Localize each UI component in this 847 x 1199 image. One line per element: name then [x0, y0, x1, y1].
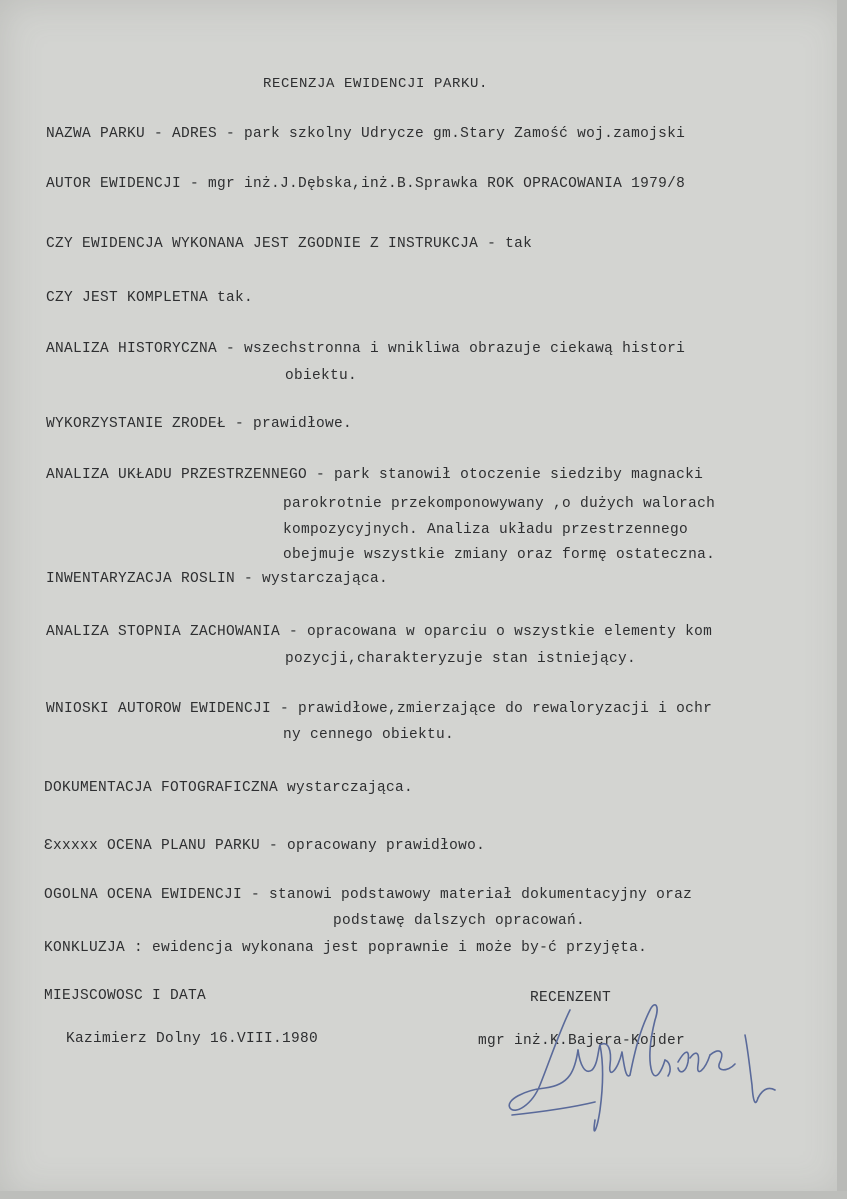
line-wnioski-autorow: WNIOSKI AUTOROW EWIDENCJI - prawidłowe,zmierzające do rewaloryzacji i ochr [46, 701, 713, 717]
line-analiza-ukladu-cont-1: parokrotnie przekomponowywany ,o dużych walorach [283, 496, 716, 512]
miejscowosc-label: MIEJSCOWOSC I DATA [44, 988, 207, 1004]
handwritten-signature [500, 990, 790, 1150]
page-edge-right [837, 0, 847, 1199]
line-autor-ewidencji: AUTOR EWIDENCJI - mgr inż.J.Dębska,inż.B.Sprawka ROK OPRACOWANIA 1979/8 [46, 176, 686, 192]
place-and-date: Kazimierz Dolny 16.VIII.1980 [66, 1031, 319, 1047]
line-kompletna: CZY JEST KOMPLETNA tak. [46, 290, 254, 306]
line-analiza-stopnia-zachowania: ANALIZA STOPNIA ZACHOWANIA - opracowana w oparciu o wszystkie elementy kom [46, 624, 713, 640]
recenzent-label: RECENZENT [530, 990, 612, 1006]
line-analiza-ukladu-cont-3: obejmuje wszystkie zmiany oraz formę ostateczna. [283, 547, 716, 563]
line-analiza-historyczna: ANALIZA HISTORYCZNA - wszechstronna i wnikliwa obrazuje ciekawą histori [46, 341, 686, 357]
line-ogolna-ocena: OGOLNA OCENA EWIDENCJI - stanowi podstawowy materiał dokumentacyjny oraz [44, 887, 693, 903]
line-inwentaryzacja-roslin: INWENTARYZACJA ROSLIN - wystarczająca. [46, 571, 389, 587]
line-analiza-ukladu: ANALIZA UKŁADU PRZESTRZENNEGO - park stanowił otoczenie siedziby magnacki [46, 467, 704, 483]
recenzent-name: mgr inż.K.Bajera-Kojder [478, 1033, 686, 1049]
line-nazwa-parku: NAZWA PARKU - ADRES - park szkolny Udrycze gm.Stary Zamość woj.zamojski [46, 126, 686, 142]
line-wnioski-autorow-cont: ny cennego obiektu. [283, 727, 455, 743]
line-dokumentacja-fotograficzna: DOKUMENTACJA FOTOGRAFICZNA wystarczająca. [44, 780, 414, 796]
line-analiza-stopnia-cont: pozycji,charakteryzuje stan istniejący. [285, 651, 637, 667]
line-ocena-planu-parku: Ɛxxxxx OCENA PLANU PARKU - opracowany prawidłowo. [44, 838, 486, 854]
line-konkluzja: KONKLUZJA : ewidencja wykonana jest poprawnie i może by-ć przyjęta. [44, 940, 648, 956]
line-wykorzystanie-zrodel: WYKORZYSTANIE ZRODEŁ - prawidłowe. [46, 416, 353, 432]
page-edge-bottom [0, 1191, 847, 1199]
document-title: RECENZJA EWIDENCJI PARKU. [263, 76, 489, 92]
line-zgodnie-z-instrukcja: CZY EWIDENCJA WYKONANA JEST ZGODNIE Z INSTRUKCJA - tak [46, 236, 533, 252]
line-analiza-historyczna-cont: obiektu. [285, 368, 358, 384]
line-analiza-ukladu-cont-2: kompozycyjnych. Analiza układu przestrzennego [283, 522, 689, 538]
line-ogolna-ocena-cont: podstawę dalszych opracowań. [333, 913, 586, 929]
